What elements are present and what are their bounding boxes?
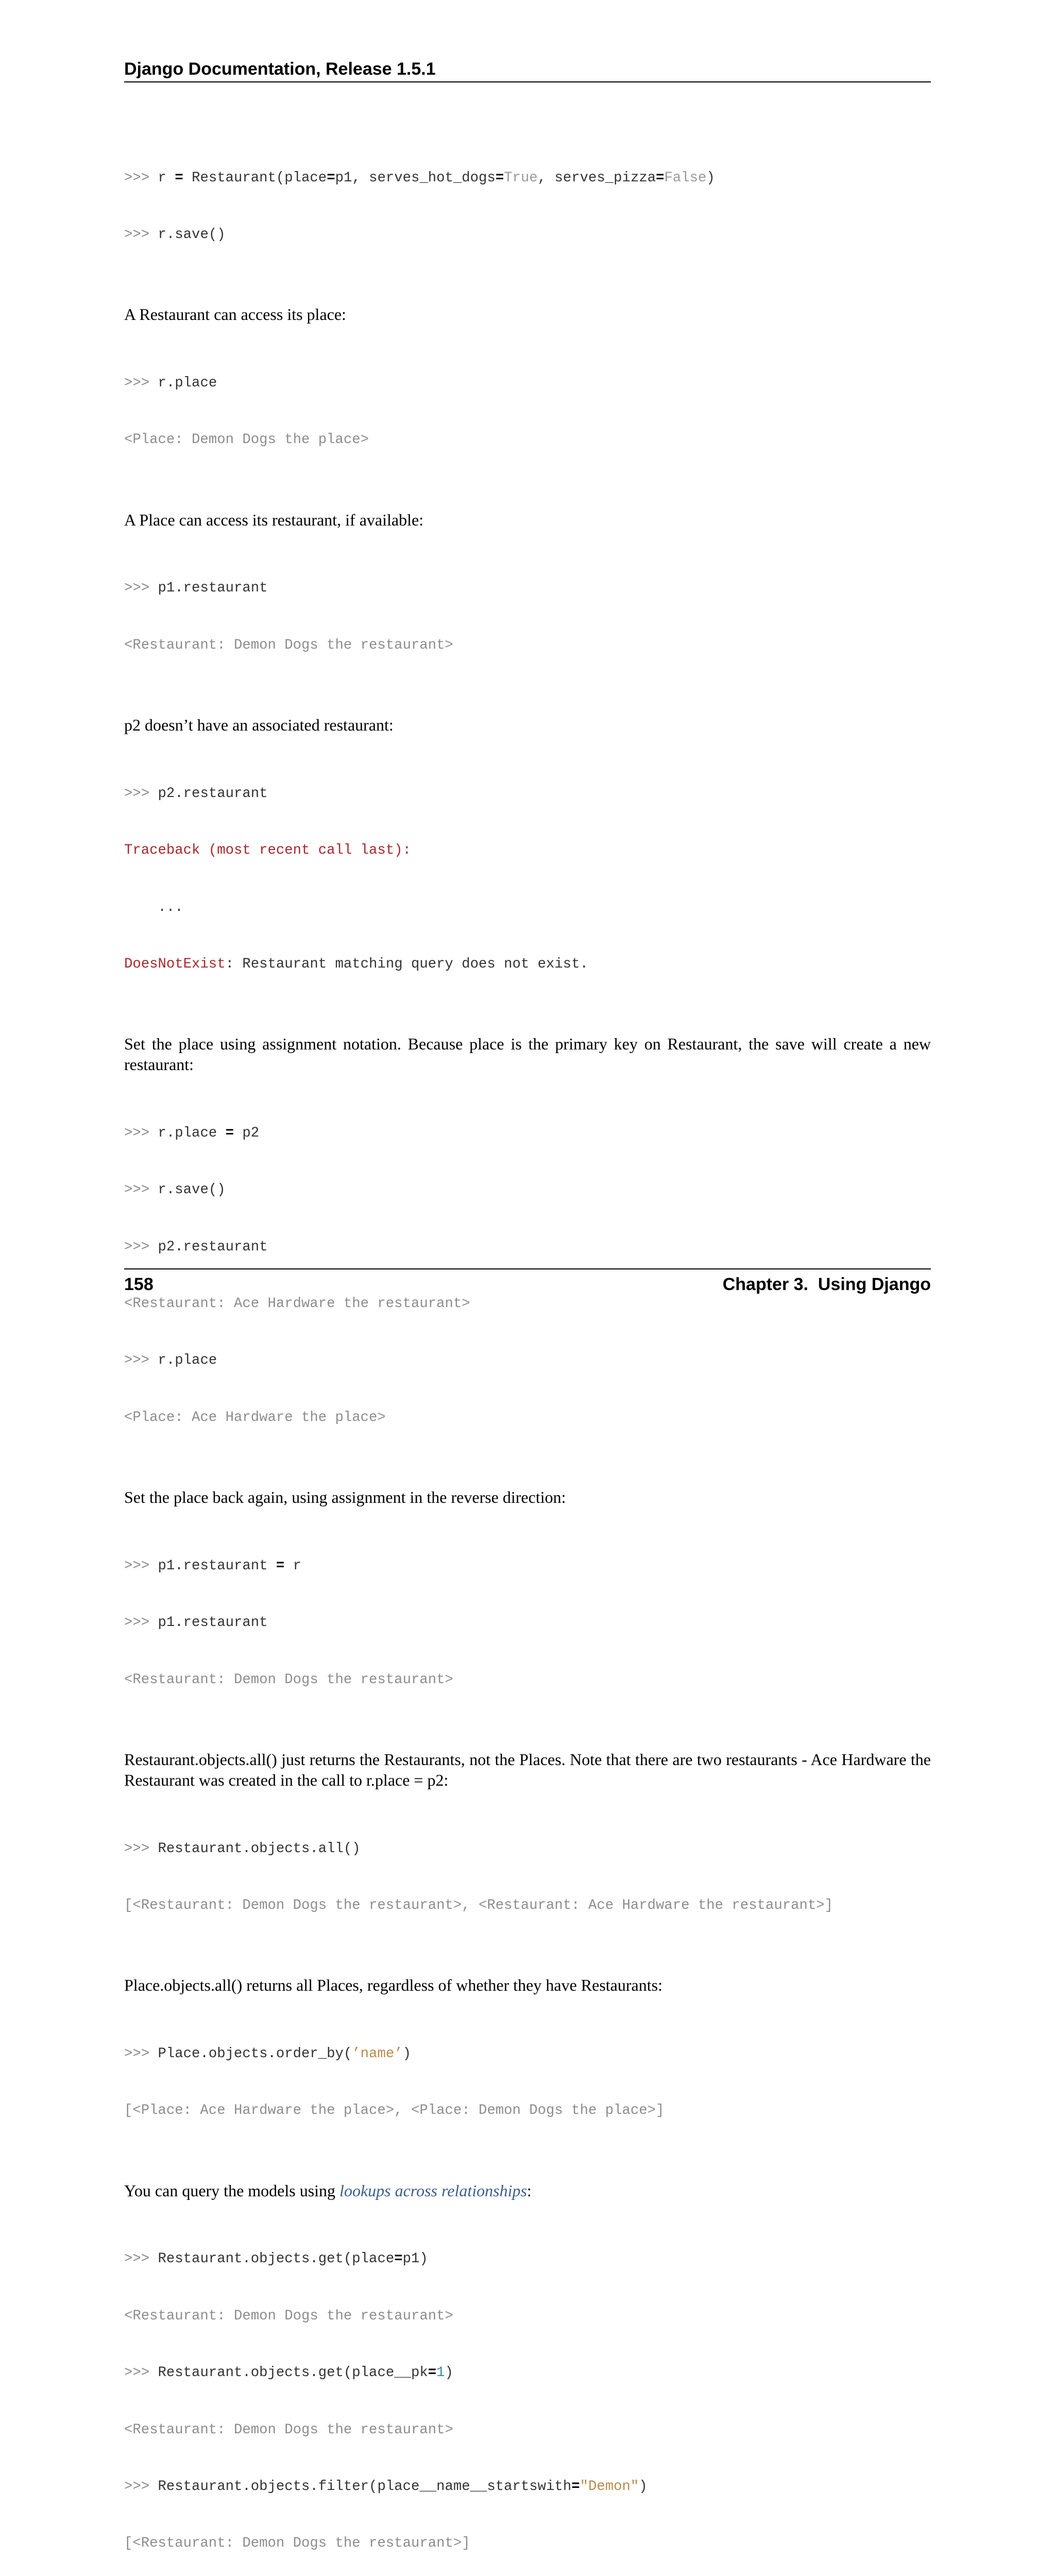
code-operator: =: [394, 2251, 403, 2267]
code-output: [<Place: Ace Hardware the place>, <Place: Demon Dogs the place>]: [124, 2103, 665, 2119]
code-text: r.place: [149, 1125, 226, 1141]
code-operator: =: [656, 170, 665, 186]
code-text: r.save(): [149, 226, 226, 243]
chapter-title: Chapter 3. Using Django: [722, 1275, 931, 1294]
code-line: ...: [124, 899, 183, 916]
paragraph: Set the place using assignment notation. Because place is the primary key on Restaurant, the save will create a new restaurant:: [124, 1035, 931, 1074]
paragraph: Place.objects.all() returns all Places, regardless of whether they have Restaurants:: [124, 1976, 662, 1995]
code-text: r.place: [149, 375, 217, 391]
document-page: [124, 0, 931, 2552]
code-text: Restaurant.objects.all(): [149, 1840, 361, 1857]
page-footer: [124, 1268, 931, 1297]
code-text: Restaurant.objects.get(place: [149, 2251, 395, 2267]
code-text: , serves_pizza: [537, 170, 656, 186]
code-prompt: >>>: [124, 2251, 150, 2267]
code-prompt: >>>: [124, 1557, 150, 1574]
code-operator: =: [428, 2365, 437, 2381]
code-text: ): [706, 170, 715, 186]
code-line: [124, 2045, 931, 2064]
code-text: Restaurant.objects.get(place__pk: [149, 2365, 428, 2381]
paragraph: Set the place back again, using assignment in the reverse direction:: [124, 1488, 566, 1507]
code-line: [124, 226, 931, 245]
code-keyword: False: [664, 170, 707, 186]
code-text: p2.restaurant: [149, 785, 268, 802]
code-prompt: >>>: [124, 170, 150, 186]
code-prompt: >>>: [124, 2045, 150, 2062]
code-output: <Restaurant: Demon Dogs the restaurant>: [124, 2308, 453, 2324]
code-block-access-place: [124, 336, 931, 487]
paragraph: Restaurant.objects.all() just returns the Restaurants, not the Places. Note that there are two restaurants - Ace Hardware the Restaurant was created in the call to r.place = p2:: [124, 1750, 931, 1789]
code-text: p2: [233, 1125, 260, 1141]
code-string: ’name’: [352, 2045, 403, 2062]
code-prompt: >>>: [124, 1615, 150, 1631]
code-keyword: True: [504, 170, 538, 186]
code-text: p1.restaurant: [149, 580, 268, 597]
code-text: p1): [402, 2251, 428, 2267]
code-text: ): [445, 2365, 453, 2381]
code-line: [124, 1124, 931, 1143]
code-output: <Place: Demon Dogs the place>: [124, 432, 369, 448]
code-text: p1.restaurant: [149, 1615, 268, 1631]
paragraph-text: You can query the models using: [124, 2181, 340, 2200]
code-prompt: >>>: [124, 785, 150, 802]
code-line: [124, 1840, 931, 1859]
paragraph: [124, 2180, 931, 2201]
code-error: DoesNotExist: [124, 956, 226, 972]
code-text: r.place: [149, 1352, 217, 1369]
code-error: Traceback (most recent call last):: [124, 842, 411, 859]
code-output: <Place: Ace Hardware the place>: [124, 1409, 386, 1426]
code-prompt: >>>: [124, 2365, 150, 2381]
code-prompt: >>>: [124, 375, 150, 391]
code-operator: =: [276, 1557, 285, 1574]
page-header: [124, 56, 931, 82]
code-text: ): [402, 2045, 411, 2062]
code-line: [124, 1614, 931, 1633]
code-text: Restaurant(place: [183, 170, 327, 186]
code-text: r: [149, 170, 175, 186]
code-line: [124, 1181, 931, 1200]
code-prompt: >>>: [124, 1239, 150, 1255]
code-line: [124, 2364, 931, 2383]
page-number: 158: [124, 1275, 154, 1294]
code-block-access-restaurant: [124, 541, 931, 693]
code-block-place-order: [124, 2007, 931, 2158]
code-operator: =: [571, 2478, 580, 2495]
code-block-queries: [124, 2212, 931, 2576]
code-text: : Restaurant matching query does not exist.: [225, 956, 588, 972]
code-prompt: >>>: [124, 2478, 150, 2495]
code-line: [124, 1557, 931, 1576]
code-line: [124, 374, 931, 393]
code-line: [124, 785, 931, 804]
header-title: Django Documentation, Release 1.5.1: [124, 59, 436, 79]
code-output: <Restaurant: Ace Hardware the restaurant>: [124, 1296, 470, 1312]
code-operator: =: [175, 170, 183, 186]
code-text: Place.objects.order_by(: [149, 2045, 352, 2062]
paragraph: A Place can access its restaurant, if available:: [124, 510, 424, 529]
code-output: [<Restaurant: Demon Dogs the restaurant>]: [124, 2535, 470, 2552]
code-block-reverse-assign: [124, 1519, 931, 1727]
code-block-traceback: [124, 747, 931, 1012]
code-output: <Restaurant: Demon Dogs the restaurant>: [124, 2421, 453, 2438]
lookups-link[interactable]: lookups across relationships: [339, 2181, 527, 2200]
code-line: [124, 1238, 931, 1257]
code-line: [124, 579, 931, 598]
code-text: p1.restaurant: [149, 1557, 276, 1574]
code-block-create-restaurant: [124, 131, 931, 282]
code-line: [124, 2250, 931, 2269]
code-text: Restaurant.objects.filter(place__name__startswith: [149, 2478, 572, 2495]
code-prompt: >>>: [124, 226, 150, 243]
code-line: [124, 2478, 931, 2497]
code-text: p1, serves_hot_dogs: [335, 170, 496, 186]
paragraph: A Restaurant can access its place:: [124, 305, 346, 324]
code-text: r: [284, 1557, 302, 1574]
code-output: [<Restaurant: Demon Dogs the restaurant>, <Restaurant: Ace Hardware the restaurant>]: [124, 1897, 833, 1913]
code-text: r.save(): [149, 1182, 226, 1198]
code-prompt: >>>: [124, 1125, 150, 1141]
code-prompt: >>>: [124, 1840, 150, 1857]
code-text: p2.restaurant: [149, 1239, 268, 1255]
page-content: [124, 131, 931, 2576]
code-line: [124, 955, 931, 974]
code-number: 1: [436, 2365, 445, 2381]
code-prompt: >>>: [124, 580, 150, 597]
paragraph-text: :: [526, 2181, 532, 2200]
code-line: [124, 1351, 931, 1370]
code-prompt: >>>: [124, 1352, 150, 1369]
code-output: <Restaurant: Demon Dogs the restaurant>: [124, 1671, 453, 1688]
code-operator: =: [327, 170, 335, 186]
code-block-restaurant-all: [124, 1802, 931, 1953]
code-text: ): [639, 2478, 648, 2495]
paragraph: p2 doesn’t have an associated restaurant:: [124, 716, 394, 735]
code-operator: =: [495, 170, 504, 186]
code-line: [124, 169, 931, 188]
code-string: "Demon": [580, 2478, 639, 2495]
code-prompt: >>>: [124, 1182, 150, 1198]
code-output: <Restaurant: Demon Dogs the restaurant>: [124, 637, 453, 653]
code-operator: =: [225, 1125, 234, 1141]
